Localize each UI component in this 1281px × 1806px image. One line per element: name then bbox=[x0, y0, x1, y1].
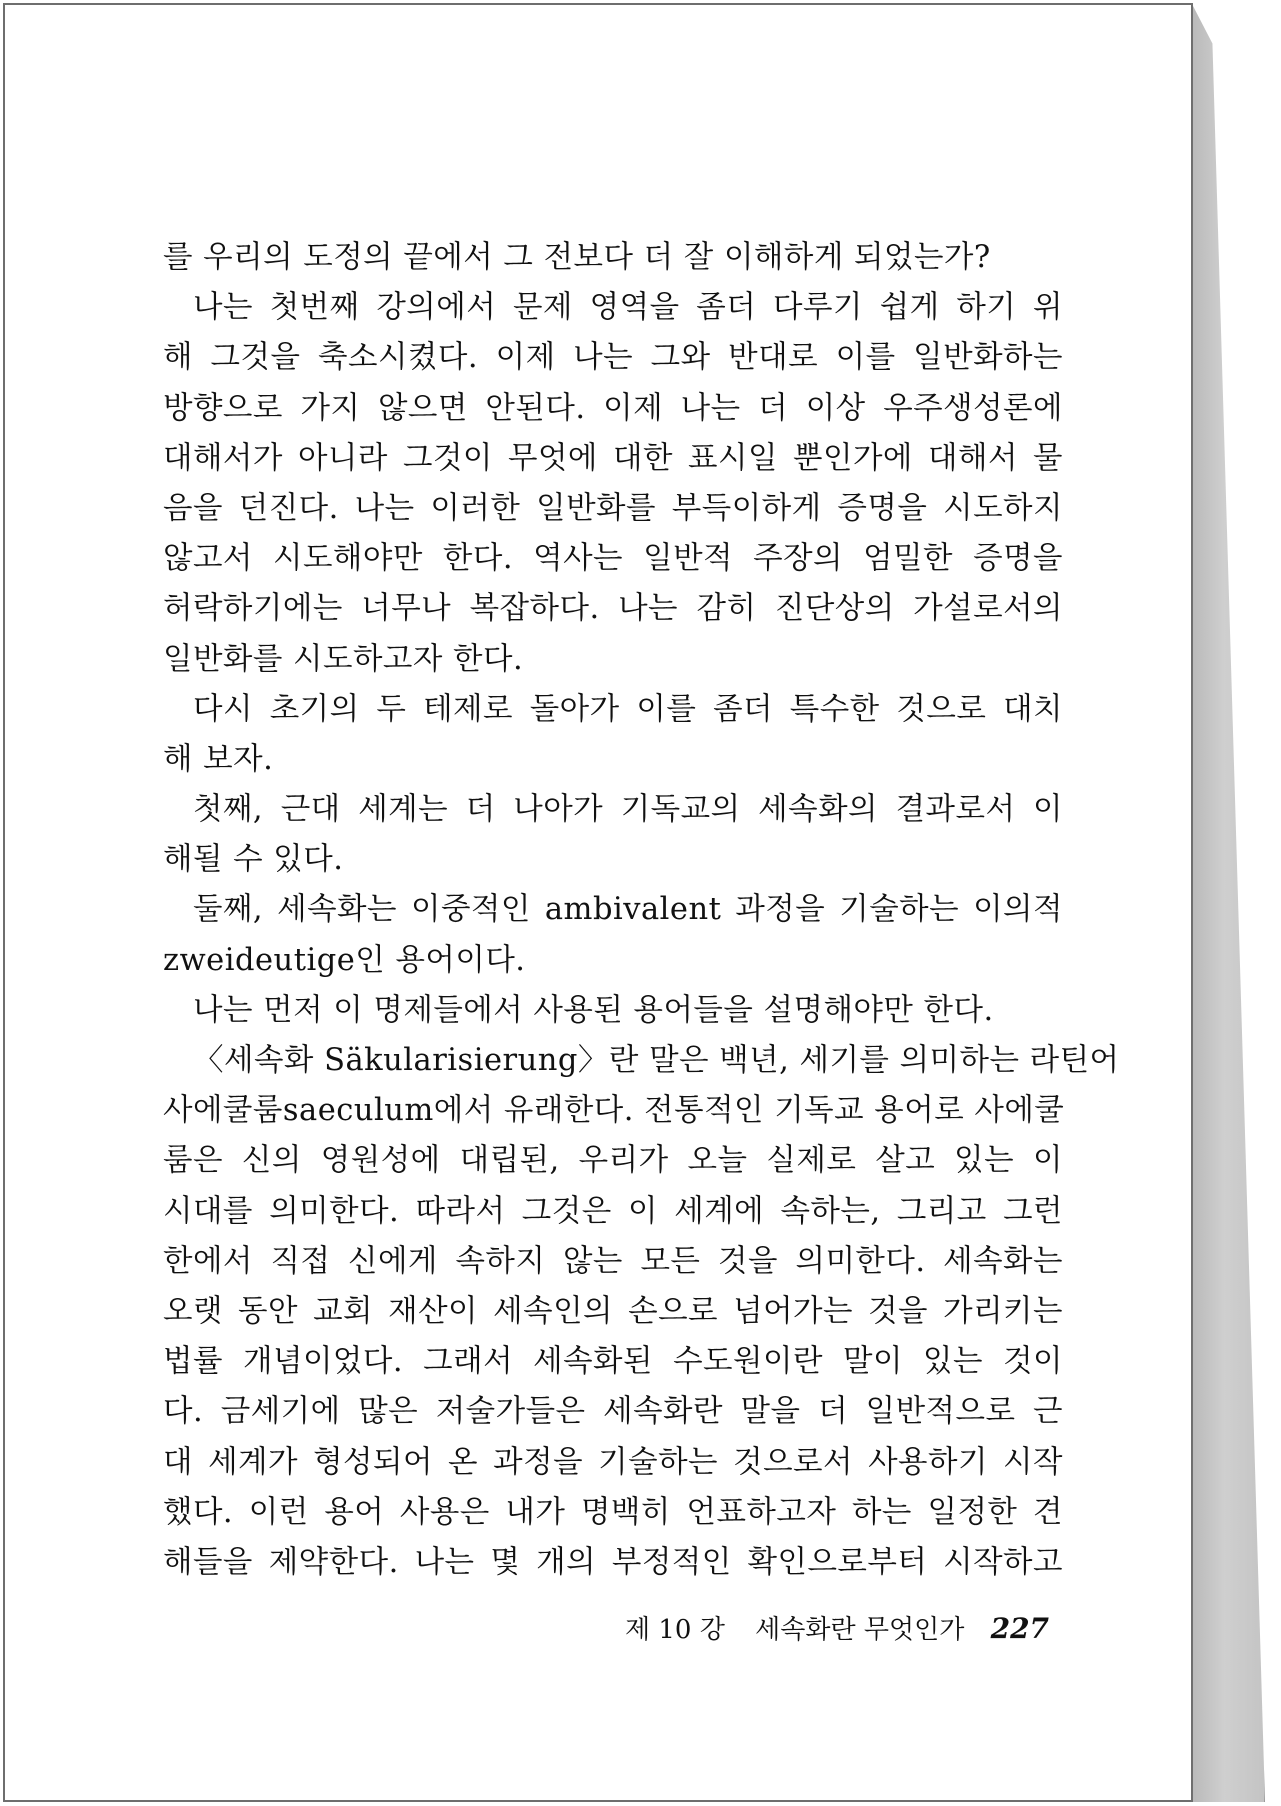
text-line: 를 우리의 도정의 끝에서 그 전보다 더 잘 이해하게 되었는가? bbox=[163, 240, 991, 275]
footer-chapter: 제 10 강 bbox=[625, 1615, 725, 1645]
text-line: 음을 던진다. 나는 이러한 일반화를 부득이하게 증명을 시도하지 bbox=[163, 490, 1063, 526]
footer-title: 세속화란 무엇인가 bbox=[755, 1615, 965, 1645]
running-footer bbox=[625, 1607, 1050, 1651]
text-line: 해 보자. bbox=[163, 741, 274, 777]
body-text bbox=[163, 233, 1120, 1588]
text-line: 일반화를 시도하고자 한다. bbox=[163, 641, 524, 677]
text-line: 대 세계가 형성되어 온 과정을 기술하는 것으로서 사용하기 시작 bbox=[163, 1444, 1063, 1480]
text-line: 오랫 동안 교회 재산이 세속인의 손으로 넘어가는 것을 가리키는 bbox=[163, 1293, 1063, 1329]
text-line: 한에서 직접 신에게 속하지 않는 모든 것을 의미한다. 세속화는 bbox=[163, 1243, 1063, 1279]
text-line: 않고서 시도해야만 한다. 역사는 일반적 주장의 엄밀한 증명을 bbox=[163, 541, 1063, 577]
text-line: 법률 개념이었다. 그래서 세속화된 수도원이란 말이 있는 것이 bbox=[163, 1344, 1063, 1380]
text-line: 방향으로 가지 않으면 안된다. 이제 나는 더 이상 우주생성론에 bbox=[163, 390, 1063, 426]
text-line: 해들을 제약한다. 나는 몇 개의 부정적인 확인으로부터 시작하고 bbox=[163, 1544, 1063, 1580]
text-line: 〈세속화 Säkularisierung〉란 말은 백년, 세기를 의미하는 라틴어 bbox=[193, 1043, 1120, 1078]
text-line: 대해서가 아니라 그것이 무엇에 대한 표시일 뿐인가에 대해서 물 bbox=[163, 440, 1063, 476]
text-line: 시대를 의미한다. 따라서 그것은 이 세계에 속하는, 그리고 그런 bbox=[163, 1193, 1063, 1229]
book-page-edge bbox=[1192, 4, 1265, 1802]
text-line: 허락하기에는 너무나 복잡하다. 나는 감히 진단상의 가설로서의 bbox=[163, 591, 1063, 627]
text-line: 둘째, 세속화는 이중적인 ambivalent 과정을 기술하는 이의적 bbox=[193, 892, 1063, 928]
text-line: 했다. 이런 용어 사용은 내가 명백히 언표하고자 하는 일정한 견 bbox=[163, 1494, 1063, 1530]
text-line: 나는 먼저 이 명제들에서 사용된 용어들을 설명해야만 한다. bbox=[193, 992, 994, 1028]
text-line: 해될 수 있다. bbox=[163, 842, 344, 878]
book-page bbox=[3, 3, 1193, 1802]
text-line: 다시 초기의 두 테제로 돌아가 이를 좀더 특수한 것으로 대치 bbox=[193, 691, 1063, 727]
text-line: 해 그것을 축소시켰다. 이제 나는 그와 반대로 이를 일반화하는 bbox=[163, 340, 1063, 376]
page-number: 227 bbox=[990, 1612, 1050, 1645]
text-line: 나는 첫번째 강의에서 문제 영역을 좀더 다루기 쉽게 하기 위 bbox=[193, 290, 1063, 326]
text-line: 첫째, 근대 세계는 더 나아가 기독교의 세속화의 결과로서 이 bbox=[193, 792, 1063, 828]
text-line: 다. 금세기에 많은 저술가들은 세속화란 말을 더 일반적으로 근 bbox=[163, 1394, 1063, 1430]
text-line: 사에쿨룸saeculum에서 유래한다. 전통적인 기독교 용어로 사에쿨 bbox=[163, 1093, 1065, 1129]
text-line: 룸은 신의 영원성에 대립된, 우리가 오늘 실제로 살고 있는 이 bbox=[163, 1143, 1063, 1179]
text-line: zweideutige인 용어이다. bbox=[163, 942, 526, 978]
